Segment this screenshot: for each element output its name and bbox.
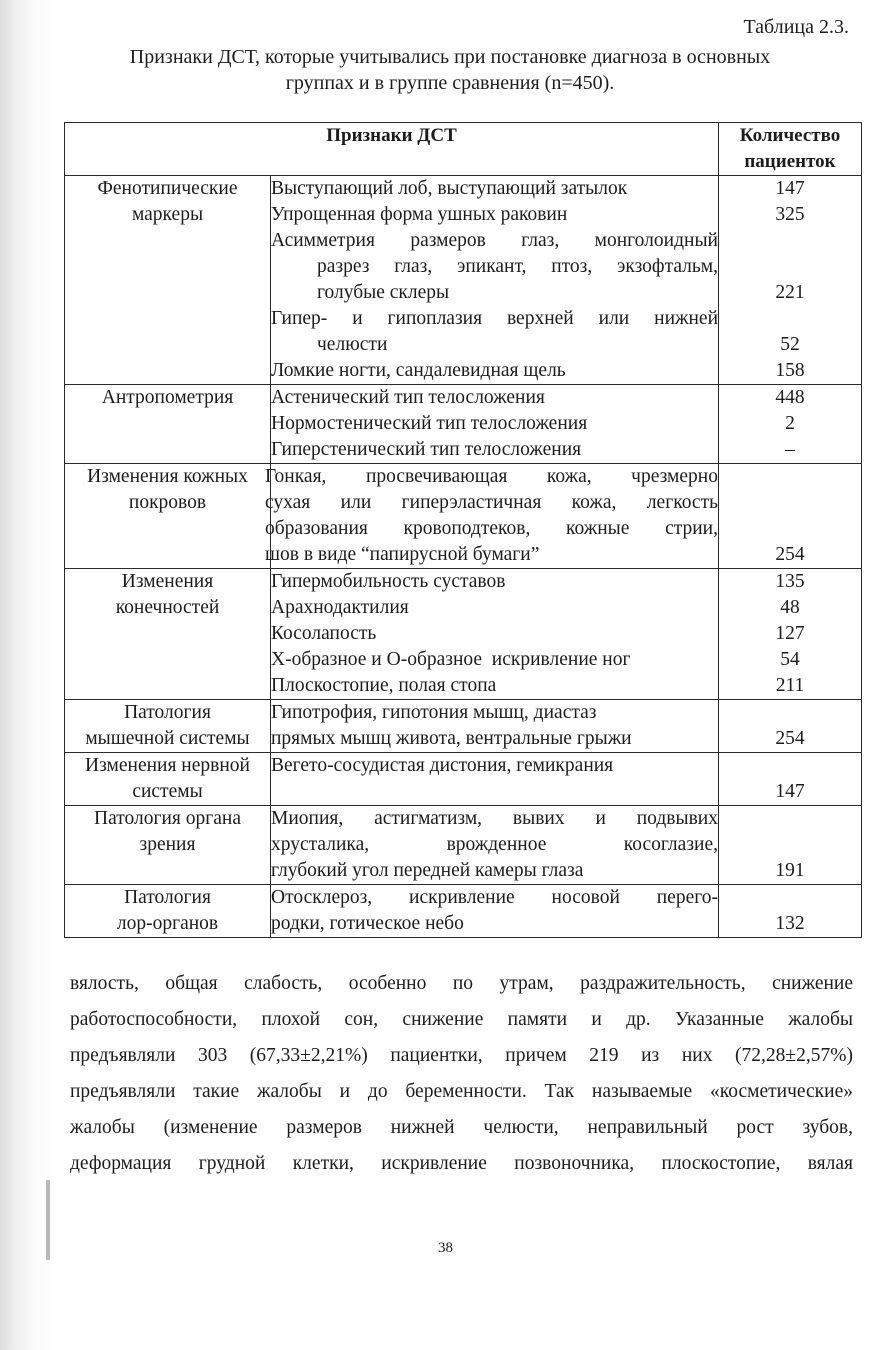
group-cell: [65, 700, 271, 753]
group-cell: [65, 569, 271, 700]
count-value: 147: [775, 781, 805, 802]
signs-cell: [265, 464, 719, 569]
sign-text: Гонкая, просвечивающая кожа, чрезмерно: [265, 466, 718, 487]
signs-cell: [271, 885, 719, 938]
sign-text: Миопия, астигматизм, вывих и подвывих: [271, 808, 718, 829]
page-number: 38: [438, 1240, 453, 1256]
sign-text: родки, готическое небо: [271, 913, 464, 934]
sign-text: Гипер- и гипоплазия верхней или нижней: [271, 308, 718, 329]
count-cell: [719, 753, 862, 806]
sign-text: Гипермобильность суставов: [271, 571, 506, 592]
group-cell: [65, 806, 271, 885]
group-label: Патология: [124, 887, 211, 908]
group-label: зрения: [139, 834, 196, 855]
count-value: [719, 306, 861, 332]
paragraph-line: вялость, общая слабость, особенно по утрам, раздражительность, снижение: [70, 973, 853, 994]
sign-text: Гипотрофия, гипотония мышц, диастаз: [271, 702, 597, 723]
table-row: [65, 176, 862, 385]
sign-text: Плоскостопие, полая стопа: [271, 675, 497, 696]
table-caption: [60, 44, 840, 96]
signs-cell: [271, 806, 719, 885]
sign-text: челюсти: [317, 334, 388, 355]
paragraph-line: деформация грудной клетки, искривление позвоночника, плоскостопие, вялая: [70, 1153, 853, 1174]
count-cell: [719, 806, 862, 885]
group-label: системы: [132, 781, 203, 802]
signs-cell: [271, 569, 719, 700]
group-label: лор-органов: [116, 913, 219, 934]
group-cell: [65, 464, 271, 569]
paragraph-line: работоспособности, плохой сон, снижение памяти и др. Указанные жалобы: [70, 1009, 853, 1030]
count-value: 135: [775, 571, 805, 592]
count-value: [719, 753, 861, 779]
count-value: [719, 885, 861, 911]
group-label: Изменения кожных: [87, 466, 248, 487]
sign-text: Выступающий лоб, выступающий затылок: [271, 178, 628, 199]
paragraph-line: предъявляли 303 (67,33±2,21%) пациентки, причем 219 из них (72,28±2,57%): [70, 1045, 853, 1066]
group-cell: [65, 176, 271, 385]
count-value: –: [785, 439, 795, 460]
count-value: [719, 228, 861, 254]
count-cell: [719, 700, 862, 753]
sign-text: Арахнодактилия: [271, 597, 409, 618]
sign-text: Асимметрия размеров глаз, монголоидный: [271, 230, 718, 251]
paragraph-line: жалобы (изменение размеров нижней челюсти, неправильный рост зубов,: [70, 1117, 853, 1138]
sign-text: образования кровоподтеков, кожные стрии,: [265, 518, 718, 539]
count-value: 448: [775, 387, 805, 408]
group-label: Антропометрия: [101, 387, 234, 408]
table-header-row: [65, 123, 862, 176]
signs-cell: [271, 385, 719, 464]
count-value: 254: [775, 544, 805, 565]
count-value: 2: [785, 413, 795, 434]
sign-text: Астенический тип телосложения: [271, 387, 545, 408]
table-row: [65, 885, 862, 938]
header-count-line-1: Количество: [739, 125, 841, 146]
count-value: 211: [775, 675, 805, 696]
sign-text: голубые склеры: [317, 282, 450, 303]
count-value: 325: [775, 204, 805, 225]
sign-text: Косолапость: [271, 623, 377, 644]
group-label: маркеры: [131, 204, 204, 225]
count-value: 147: [775, 178, 805, 199]
count-value: [719, 832, 861, 858]
signs-cell: [271, 176, 719, 385]
group-label: покровов: [128, 492, 207, 513]
group-label: Патология: [124, 702, 211, 723]
caption-line-2: группах и в группе сравнения (n=450).: [285, 72, 615, 94]
sign-text: Вегето-сосудистая дистония, гемикрания: [271, 755, 614, 776]
sign-text: [271, 779, 718, 805]
count-value: 132: [775, 913, 805, 934]
group-label: Изменения нервной: [85, 755, 250, 776]
count-value: [719, 464, 861, 490]
sign-text: Нормостенический тип телосложения: [271, 413, 588, 434]
sign-text: хрусталика, врожденное косоглазие,: [271, 834, 718, 855]
count-value: 158: [775, 360, 805, 381]
sign-text: Гиперстенический тип телосложения: [271, 439, 582, 460]
signs-cell: [271, 700, 719, 753]
group-label: мышечной системы: [85, 728, 250, 749]
caption-line-1: Признаки ДСТ, которые учитывались при постановке диагноза в основных: [129, 46, 771, 68]
page-shadow-edge: [0, 0, 60, 1350]
table-row: [65, 753, 862, 806]
count-value: [719, 490, 861, 516]
dst-signs-table: [64, 122, 862, 938]
group-label: Фенотипические: [97, 178, 238, 199]
count-value: 254: [775, 728, 805, 749]
table-row: [65, 464, 862, 569]
header-count-line-2: пациенток: [744, 151, 836, 172]
count-value: [719, 806, 861, 832]
group-label: конечностей: [115, 597, 220, 618]
table-row: [65, 806, 862, 885]
count-value: [719, 254, 861, 280]
group-label: Патология органа: [94, 808, 241, 829]
sign-text: Отосклероз, искривление носовой перего-: [271, 887, 718, 908]
body-paragraph: [70, 966, 853, 1182]
count-cell: [719, 464, 862, 569]
header-signs: Признаки ДСТ: [65, 123, 719, 176]
table-row: [65, 700, 862, 753]
sign-text: прямых мышц живота, вентральные грыжи: [271, 728, 632, 749]
group-label: Изменения: [121, 571, 214, 592]
header-count: [719, 123, 862, 176]
sign-text: глубокий угол передней камеры глаза: [271, 860, 584, 881]
count-value: 221: [775, 282, 805, 303]
count-value: 48: [780, 597, 800, 618]
count-value: 52: [780, 334, 800, 355]
table-row: [65, 385, 862, 464]
sign-text: шов в виде “папирусной бумаги”: [265, 544, 540, 565]
group-cell: [65, 753, 271, 806]
count-cell: [719, 176, 862, 385]
count-cell: [719, 385, 862, 464]
count-cell: [719, 885, 862, 938]
table-row: [65, 569, 862, 700]
count-cell: [719, 569, 862, 700]
count-value: 191: [775, 860, 805, 881]
paragraph-line: предъявляли такие жалобы и до беременности. Так называемые «косметические»: [70, 1081, 853, 1102]
sign-text: сухая или гиперэластичная кожа, легкость: [265, 492, 718, 513]
sign-text: Упрощенная форма ушных раковин: [271, 204, 568, 225]
count-value: [719, 516, 861, 542]
table-number: Таблица 2.3.: [743, 16, 849, 38]
count-value: [719, 700, 861, 726]
group-cell: [65, 385, 271, 464]
sign-text: Х-образное и О-образное искривление ног: [271, 649, 631, 670]
signs-cell: [271, 753, 719, 806]
group-cell: [65, 885, 271, 938]
sign-text: разрез глаз, эпикант, птоз, экзофтальм,: [317, 256, 718, 277]
count-value: 127: [775, 623, 805, 644]
sign-text: Ломкие ногти, сандалевидная щель: [271, 360, 566, 381]
count-value: 54: [780, 649, 800, 670]
